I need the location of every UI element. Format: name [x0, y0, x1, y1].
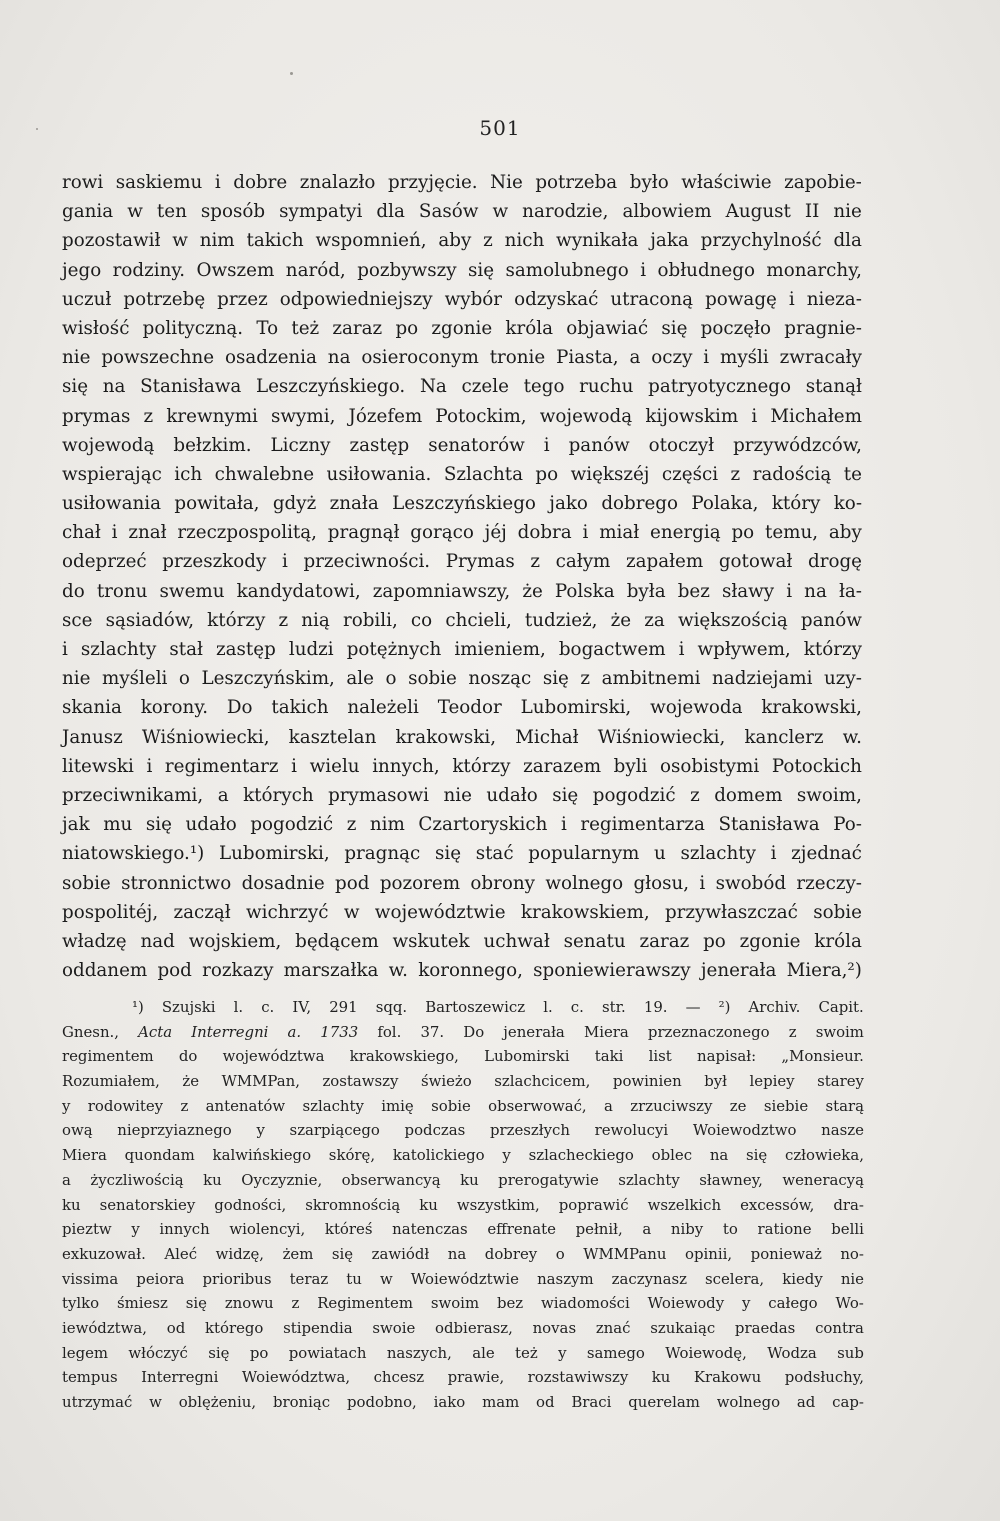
footnote-line: ¹) Szujski l. c. IV, 291 sqq. Bartoszewicz l. c. str. 19. — ²) Archiv. Capit.: [132, 998, 864, 1016]
footnotes: [62, 995, 864, 1415]
text-line: się na Stanisława Leszczyńskiego. Na czele tego ruchu patryotycznego stanął: [62, 376, 862, 398]
footnote-line: Miera quondam kalwińskiego skórę, katolickiego y szlacheckiego oblec na się człowieka,: [62, 1146, 864, 1165]
text-line: skania korony. Do takich należeli Teodor Lubomirski, wojewoda krakowski,: [62, 697, 862, 719]
footnote-line: ową nieprzyiaznego y szarpiącego podczas przeszłych rewolucyi Woiewodztwo nasze: [62, 1121, 864, 1140]
footnote-line: Rozumiałem, że WMMPan, zostawszy świeżo szlachcicem, powinien był lepiey starey: [62, 1072, 864, 1091]
footnote-line: a życzliwością ku Oyczyznie, obserwancyą ku prerogatywie szlachty sławney, weneracyą: [62, 1170, 864, 1189]
text-line: uczuł potrzebę przez odpowiedniejszy wybór odzyskać utraconą powagę i nieza-: [62, 288, 862, 310]
text-line: przeciwnikami, a których prymasowi nie udało się pogodzić z domem swoim,: [62, 784, 862, 806]
footnote-line: regimentem do województwa krakowskiego, Lubomirski taki list napisał: „Monsieur.: [62, 1047, 864, 1066]
text-line: wisłość polityczną. To też zaraz po zgonie króla objawiać się poczęło pragnie-: [62, 317, 862, 339]
text-line: usiłowania powitała, gdyż znała Leszczyńskiego jako dobrego Polaka, który ko-: [62, 493, 862, 515]
footnote-line: ku senatorskiey godności, skromnością ku wszystkim, poprawić wszelkich excessów, dra-: [62, 1195, 864, 1214]
footnote-line: pieztw y innych wiolencyi, któreś natenczas effrenate pełnił, a niby to ratione belli: [62, 1220, 864, 1239]
text-line: gania w ten sposób sympatyi dla Sasów w narodzie, albowiem August II nie: [62, 201, 862, 223]
footnote-line: legem włóczyć się po powiatach naszych, ale też y samego Woiewodę, Wodza sub: [62, 1343, 864, 1362]
footnote-line: tempus Interregni Woiewództwa, chcesz prawie, rozstawiwszy ku Krakowu podsłuchy,: [62, 1368, 864, 1387]
footnote-line: utrzymać w oblężeniu, broniąc podobno, iako mam od Braci querelam wolnego ad cap-: [62, 1393, 864, 1411]
text-line: władzę nad wojskiem, będącem wskutek uchwał senatu zaraz po zgonie króla: [62, 930, 862, 952]
text-line: prymas z krewnymi swymi, Józefem Potockim, wojewodą kijowskim i Michałem: [62, 405, 862, 427]
footnote-line: Gnesn., Acta Interregni a. 1733 fol. 37. Do jenerała Miera przeznaczonego z swoim: [62, 1022, 864, 1041]
text-line: oddanem pod rozkazy marszałka w. koronnego, sponiewierawszy jenerała Miera,²): [62, 960, 862, 982]
text-line: rowi saskiemu i dobre znalazło przyjęcie. Nie potrzeba było właściwie zapobie-: [62, 172, 862, 193]
text-line: i szlachty stał zastęp ludzi potężnych imieniem, bogactwem i wpływem, którzy: [62, 639, 862, 660]
text-line: Janusz Wiśniowiecki, kasztelan krakowski, Michał Wiśniowiecki, kanclerz w.: [62, 726, 862, 748]
footnote-line: exkuzował. Aleć widzę, żem się zawiódł na dobrey o WMMPanu opinii, ponieważ no-: [62, 1244, 864, 1263]
footnote-line: y rodowitey z antenatów szlachty imię sobie obserwować, a zrzuciwszy ze siebie starą: [62, 1096, 864, 1115]
text-line: chał i znał rzeczpospolitą, pragnął gorąco jéj dobra i miał energią po temu, aby: [62, 522, 862, 544]
text-line: jego rodziny. Owszem naród, pozbywszy się samolubnego i obłudnego monarchy,: [62, 259, 862, 281]
text-line: wojewodą bełzkim. Liczny zastęp senatorów i panów otoczył przywódzców,: [62, 434, 862, 456]
text-line: litewski i regimentarz i wielu innych, którzy zarazem byli osobistymi Potockich: [62, 755, 862, 777]
text-line: pospolitéj, zaczął wichrzyć w województwie krakowskiem, przywłaszczać sobie: [62, 901, 862, 923]
footnote-line: tylko śmiesz się znowu z Regimentem swoim bez wiadomości Woiewody y całego Wo-: [62, 1294, 864, 1313]
paper-speck: [290, 72, 293, 75]
footnote-line: iewództwa, od którego stipendia swoie odbierasz, novas znać szukaiąc praedas contra: [62, 1318, 864, 1337]
text-line: pozostawił w nim takich wspomnień, aby z nich wynikała jaka przychylność dla: [62, 230, 862, 252]
text-line: nie myśleli o Leszczyńskim, ale o sobie nosząc się z ambitnemi nadziejami uzy-: [62, 668, 862, 690]
text-line: sce sąsiadów, którzy z nią robili, co chcieli, tudzież, że za większością panów: [62, 609, 862, 631]
text-line: niatowskiego.¹) Lubomirski, pragnąc się stać popularnym u szlachty i zjednać: [62, 843, 862, 865]
text-line: nie powszechne osadzenia na osieroconym tronie Piasta, a oczy i myśli zwracały: [62, 347, 862, 369]
main-text: [62, 168, 862, 985]
text-line: odeprzeć przeszkody i przeciwności. Prymas z całym zapałem gotował drogę: [62, 551, 862, 573]
text-line: sobie stronnictwo dosadnie pod pozorem obrony wolnego głosu, i swobód rzeczy-: [62, 872, 862, 894]
text-line: jak mu się udało pogodzić z nim Czartoryskich i regimentarza Stanisława Po-: [62, 814, 862, 836]
footnote-line: vissima peiora prioribus teraz tu w Woiewództwie naszym zaczynasz scelera, kiedy nie: [62, 1269, 864, 1288]
text-line: wspierając ich chwalebne usiłowania. Szlachta po większéj części z radością te: [62, 463, 862, 485]
page-number: 501: [479, 116, 521, 140]
text-line: do tronu swemu kandydatowi, zapomniawszy, że Polska była bez sławy i na ła-: [62, 580, 862, 602]
